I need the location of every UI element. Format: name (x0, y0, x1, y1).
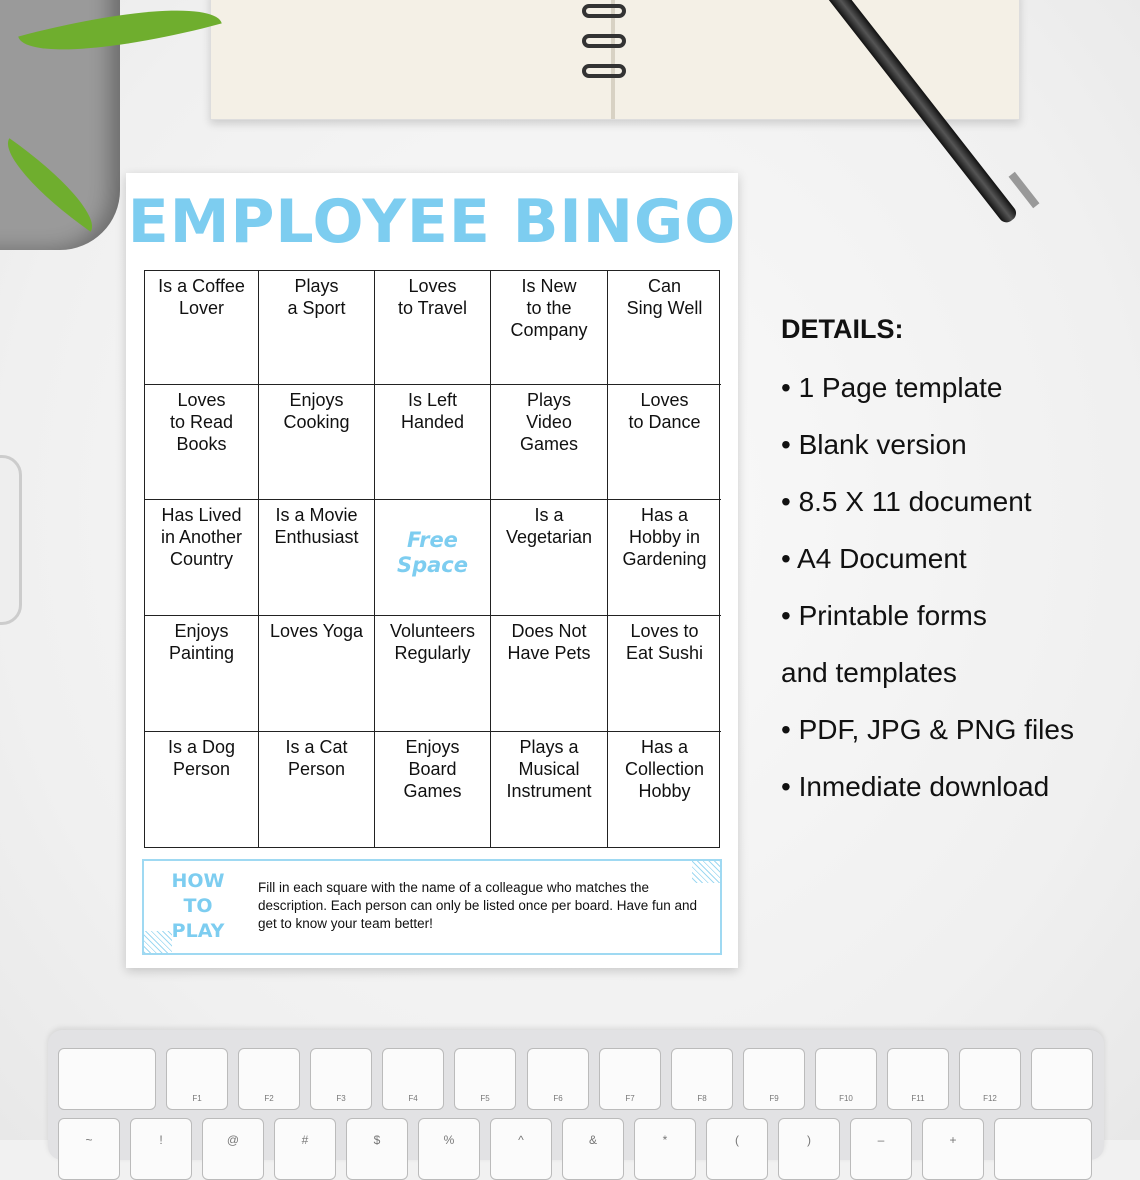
key-label: ^ (518, 1133, 524, 1147)
notebook-ring (582, 4, 626, 18)
keyboard-key (310, 1048, 372, 1110)
keyboard-key (850, 1118, 912, 1180)
key-label: F9 (769, 1094, 779, 1103)
keyboard-key (58, 1118, 120, 1180)
details-item: • 8.5 X 11 document (781, 486, 1032, 517)
bingo-cell: Has a Hobby in Gardening (608, 500, 721, 616)
details-item: • A4 Document (781, 543, 967, 574)
keyboard-key (130, 1118, 192, 1180)
keyboard-key (778, 1118, 840, 1180)
keyboard (48, 1030, 1104, 1160)
keyboard-key (994, 1118, 1092, 1180)
bingo-cell: Loves Yoga (259, 616, 375, 732)
bingo-cell: Plays a Musical Instrument (491, 732, 608, 848)
key-label: * (662, 1133, 668, 1147)
details-item: • Inmediate download (781, 771, 1050, 802)
free-space-cell: Free Space (375, 500, 491, 616)
keyboard-key (815, 1048, 877, 1110)
bingo-cell: Plays Video Games (491, 385, 608, 500)
key-label: # (301, 1133, 309, 1147)
keyboard-key (346, 1118, 408, 1180)
notebook-ring (582, 34, 626, 48)
bingo-cell: Can Sing Well (608, 271, 721, 385)
bingo-cell: Enjoys Board Games (375, 732, 491, 848)
bingo-cell: Has Lived in Another Country (145, 500, 259, 616)
details-panel (781, 314, 1074, 815)
bingo-cell: Loves to Dance (608, 385, 721, 500)
keyboard-key (454, 1048, 516, 1110)
key-label: + (949, 1133, 957, 1147)
keyboard-key (382, 1048, 444, 1110)
details-item: • Printable forms (781, 600, 987, 631)
key-label: F5 (480, 1094, 490, 1103)
key-label: ! (159, 1133, 163, 1147)
key-label: ( (735, 1133, 739, 1147)
keyboard-key (1031, 1048, 1093, 1110)
details-item: and templates (781, 657, 957, 688)
keyboard-key (418, 1118, 480, 1180)
key-label: ) (807, 1133, 811, 1147)
key-label: F1 (192, 1094, 202, 1103)
keyboard-key (743, 1048, 805, 1110)
how-to-play-label: HOW TO PLAY (171, 870, 225, 942)
keyboard-key (706, 1118, 768, 1180)
key-label: F2 (264, 1094, 274, 1103)
bingo-cell: Is Left Handed (375, 385, 491, 500)
key-label: F6 (553, 1094, 563, 1103)
bingo-cell: Plays a Sport (259, 271, 375, 385)
keyboard-key (490, 1118, 552, 1180)
bingo-cell: Is a Vegetarian (491, 500, 608, 616)
key-label: F7 (625, 1094, 635, 1103)
bingo-cell: Is a Dog Person (145, 732, 259, 848)
details-heading: DETAILS: (781, 314, 904, 344)
key-label: – (877, 1133, 885, 1147)
notebook-ring (582, 64, 626, 78)
key-label: F8 (697, 1094, 707, 1103)
key-label: F10 (839, 1094, 853, 1103)
key-label: F3 (336, 1094, 346, 1103)
bingo-title: EMPLOYEE BINGO (127, 187, 737, 257)
bingo-sheet (126, 173, 738, 968)
key-label: $ (373, 1133, 381, 1147)
key-label: F4 (408, 1094, 418, 1103)
bingo-cell: Loves to Eat Sushi (608, 616, 721, 732)
details-item: • PDF, JPG & PNG files (781, 714, 1074, 745)
keyboard-key (922, 1118, 984, 1180)
keyboard-key (527, 1048, 589, 1110)
bingo-cell: Enjoys Cooking (259, 385, 375, 500)
keyboard-key (599, 1048, 661, 1110)
phone (0, 455, 22, 625)
bingo-cell: Loves to Read Books (145, 385, 259, 500)
bingo-cell: Has a Collection Hobby (624, 737, 705, 801)
keyboard-key (202, 1118, 264, 1180)
keyboard-key (166, 1048, 228, 1110)
keyboard-key (671, 1048, 733, 1110)
key-label: F11 (911, 1094, 925, 1103)
bingo-cell: Is New to the Company (491, 271, 608, 385)
key-label: % (443, 1133, 455, 1147)
bingo-cell: Volunteers Regularly (375, 616, 491, 732)
keyboard-key (238, 1048, 300, 1110)
key-label: ~ (85, 1133, 93, 1147)
how-to-play-text: Fill in each square with the name of a colleague who matches the description. Each person can only be listed once per board. Have fun and get to know your team better! (258, 880, 698, 931)
how-to-play-box (142, 859, 722, 955)
key-label: @ (226, 1133, 240, 1147)
bingo-cell: Does Not Have Pets (491, 616, 608, 732)
bingo-cell: Is a Movie Enthusiast (259, 500, 375, 616)
bingo-cell: Loves to Travel (375, 271, 491, 385)
keyboard-key (562, 1118, 624, 1180)
details-item: • Blank version (781, 429, 967, 460)
bingo-cell: Enjoys Painting (145, 616, 259, 732)
bingo-cell: Is a Coffee Lover (145, 271, 259, 385)
bingo-grid (144, 270, 720, 848)
keyboard-key (274, 1118, 336, 1180)
details-item: • 1 Page template (781, 372, 1003, 403)
key-label: & (588, 1133, 597, 1147)
keyboard-key (58, 1048, 156, 1110)
bingo-cell: Is a Cat Person (259, 732, 375, 848)
keyboard-key (887, 1048, 949, 1110)
key-label: F12 (983, 1094, 997, 1103)
keyboard-key (959, 1048, 1021, 1110)
keyboard-key (634, 1118, 696, 1180)
